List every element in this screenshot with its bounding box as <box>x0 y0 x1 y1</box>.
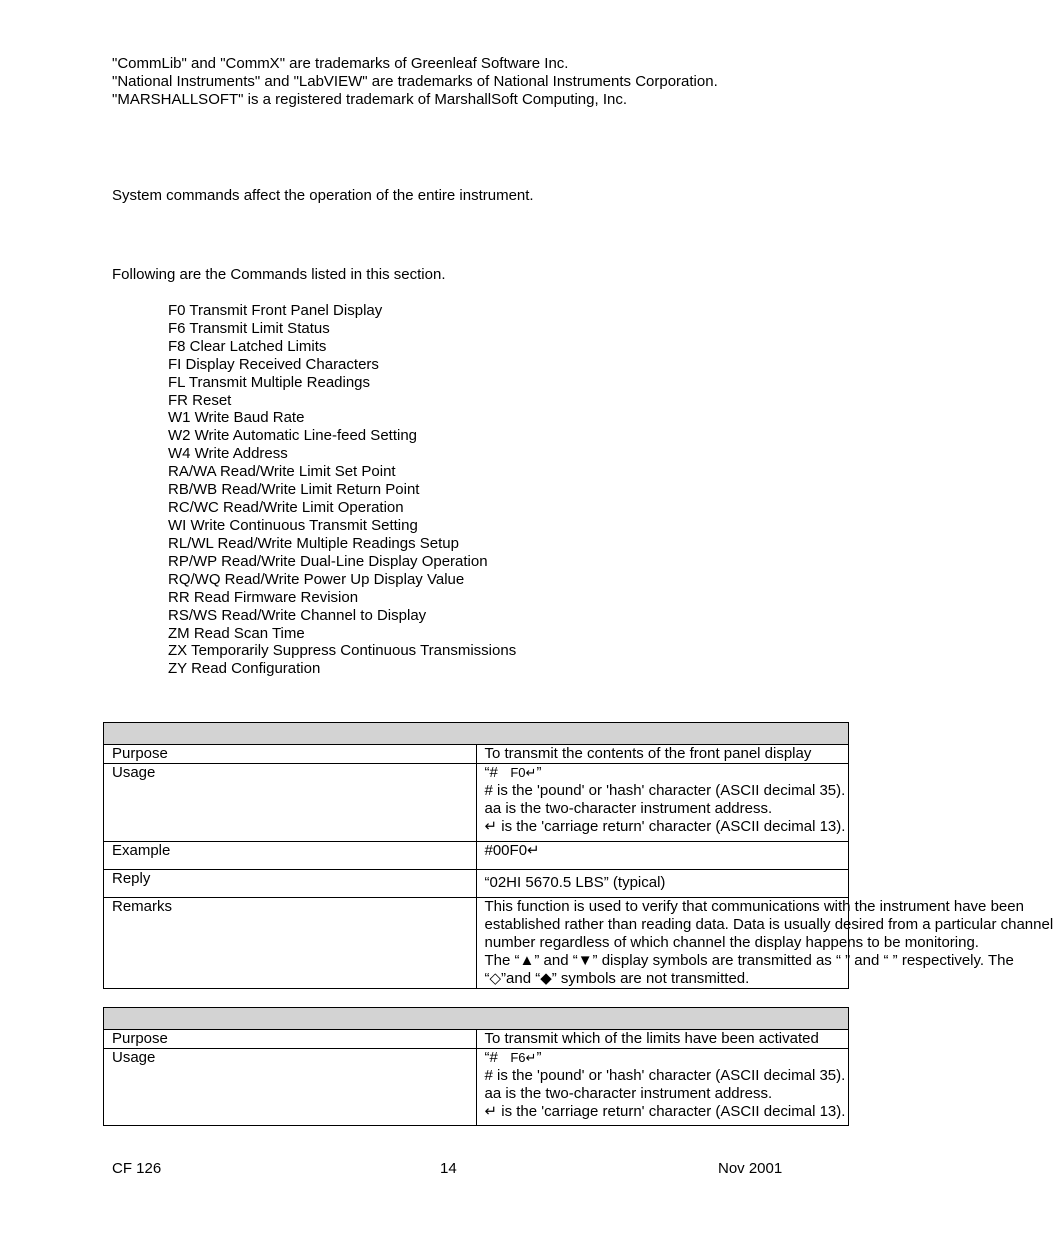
remarks-line: This function is used to verify that communications with the instrument have been <box>484 898 1024 915</box>
command-item: FI Display Received Characters <box>168 356 379 373</box>
trademark-line-3: "MARSHALLSOFT" is a registered trademark of MarshallSoft Computing, Inc. <box>112 91 628 108</box>
usage-line: # is the 'pound' or 'hash' character (ASCII decimal 35). <box>484 1067 846 1084</box>
footer-page-number: 14 <box>440 1160 457 1177</box>
command-item: ZY Read Configuration <box>168 660 321 677</box>
command-item: RA/WA Read/Write Limit Set Point <box>168 463 396 480</box>
table-row <box>104 870 849 898</box>
remarks-line: established rather than reading data. Data is usually desired from a particular channel <box>484 916 1053 933</box>
command-item: RC/WC Read/Write Limit Operation <box>168 499 404 516</box>
usage-line: ↵ is the 'carriage return' character (ASCII decimal 13). <box>484 818 846 835</box>
remarks-value <box>476 898 1053 989</box>
row-label: Reply <box>104 870 477 898</box>
usage-syntax: “# F6↵” <box>484 1049 542 1066</box>
command-table-f6 <box>103 1007 849 1126</box>
table-row <box>104 745 849 764</box>
table-row <box>104 898 849 989</box>
usage-line: aa is the two-character instrument address. <box>484 800 773 817</box>
table-row <box>104 842 849 870</box>
command-item: WI Write Continuous Transmit Setting <box>168 517 418 534</box>
command-item: RP/WP Read/Write Dual-Line Display Operation <box>168 553 488 570</box>
command-item: W1 Write Baud Rate <box>168 409 305 426</box>
table-row <box>104 1030 849 1049</box>
command-item: RQ/WQ Read/Write Power Up Display Value <box>168 571 465 588</box>
remarks-line: “◇”and “◆” symbols are not transmitted. <box>484 970 750 987</box>
command-item: RL/WL Read/Write Multiple Readings Setup <box>168 535 459 552</box>
command-list-intro: Following are the Commands listed in this section. <box>112 266 446 283</box>
table-row <box>104 764 849 842</box>
purpose-value: To transmit the contents of the front panel display <box>476 745 849 764</box>
reply-value: “02HI 5670.5 LBS” (typical) <box>476 870 849 898</box>
command-item: F8 Clear Latched Limits <box>168 338 327 355</box>
command-item: RB/WB Read/Write Limit Return Point <box>168 481 420 498</box>
command-item: ZM Read Scan Time <box>168 625 305 642</box>
command-item: W4 Write Address <box>168 445 288 462</box>
command-item: FL Transmit Multiple Readings <box>168 374 371 391</box>
purpose-value: To transmit which of the limits have been activated <box>476 1030 849 1049</box>
row-label: Usage <box>104 1049 477 1126</box>
command-table-f0 <box>103 722 1053 989</box>
remarks-line: The “▲” and “▼” display symbols are transmitted as “ ” and “ ” respectively. The <box>484 952 1014 969</box>
command-item: RR Read Firmware Revision <box>168 589 359 606</box>
command-item: RS/WS Read/Write Channel to Display <box>168 607 427 624</box>
row-label: Example <box>104 842 477 870</box>
remarks-line: number regardless of which channel the display happens to be monitoring. <box>484 934 979 951</box>
footer-date: Nov 2001 <box>718 1160 783 1177</box>
table-header-cell <box>104 1008 849 1030</box>
command-item: W2 Write Automatic Line-feed Setting <box>168 427 418 444</box>
command-item: F6 Transmit Limit Status <box>168 320 330 337</box>
row-label: Remarks <box>104 898 477 989</box>
command-item: FR Reset <box>168 392 232 409</box>
trademark-line-2: "National Instruments" and "LabVIEW" are trademarks of National Instruments Corporation. <box>112 73 718 90</box>
usage-line: # is the 'pound' or 'hash' character (ASCII decimal 35). <box>484 782 846 799</box>
row-label: Usage <box>104 764 477 842</box>
table-header-row <box>104 1008 849 1030</box>
command-item: ZX Temporarily Suppress Continuous Transmissions <box>168 642 517 659</box>
table-row <box>104 1049 849 1126</box>
trademark-line-1: "CommLib" and "CommX" are trademarks of Greenleaf Software Inc. <box>112 55 569 72</box>
row-label: Purpose <box>104 1030 477 1049</box>
row-label: Purpose <box>104 745 477 764</box>
table-header-cell <box>104 723 849 745</box>
usage-syntax: “# F0↵” <box>484 764 542 781</box>
command-item: F0 Transmit Front Panel Display <box>168 302 383 319</box>
table-header-row <box>104 723 849 745</box>
usage-value <box>476 1049 849 1126</box>
example-value: #00F0↵ <box>476 842 849 870</box>
footer-document-id: CF 126 <box>112 1160 162 1177</box>
usage-value <box>476 764 849 842</box>
section-intro: System commands affect the operation of the entire instrument. <box>112 187 534 204</box>
usage-line: ↵ is the 'carriage return' character (ASCII decimal 13). <box>484 1103 846 1120</box>
usage-line: aa is the two-character instrument address. <box>484 1085 773 1102</box>
